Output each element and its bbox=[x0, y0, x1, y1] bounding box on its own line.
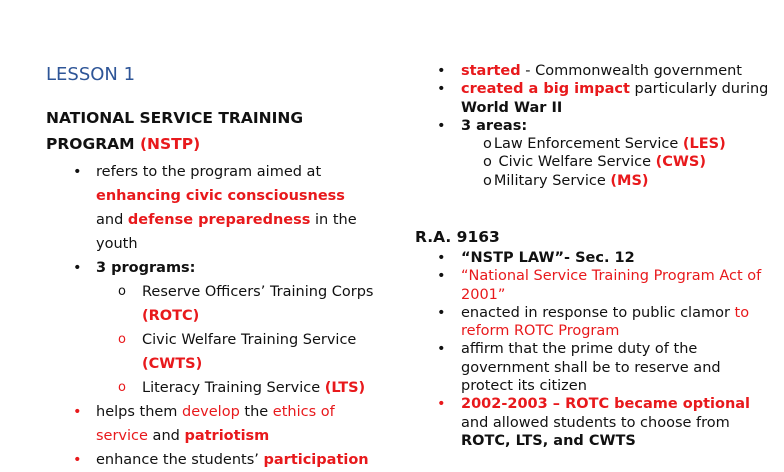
list-item: • 3 programs: o Reserve Officers’ Training Corps (ROTC) o Civic Welfare Training Service (CWTS) o Literacy Training Service (LTS) bbox=[46, 256, 376, 400]
list-item: • helps them develop the ethics of service and patriotism bbox=[46, 400, 376, 448]
bullet-icon: • bbox=[437, 396, 446, 413]
bullet-icon: • bbox=[437, 341, 446, 358]
list-item: o Reserve Officers’ Training Corps (ROTC) bbox=[46, 280, 376, 328]
bullet-icon: • bbox=[437, 81, 446, 98]
list-item: • enhance the students’ participation bbox=[46, 448, 376, 472]
ra-9163-heading: R.A. 9163 bbox=[415, 228, 500, 246]
bullet-icon: • bbox=[437, 268, 446, 285]
list-item: • affirm that the prime duty of the government shall be to reserve and protect its citizen bbox=[437, 341, 721, 395]
list-item: • started - Commonwealth government bbox=[437, 63, 742, 79]
list-item: o Law Enforcement Service (LES) bbox=[483, 136, 726, 153]
bullet-icon: • bbox=[73, 260, 82, 276]
list-item: o Civic Welfare Service (CWS) bbox=[483, 154, 706, 171]
circle-bullet-icon: o bbox=[118, 332, 126, 347]
list-item: o Civic Welfare Training Service (CWTS) bbox=[46, 328, 376, 376]
list-item: • 2002-2003 – ROTC became optional and allowed students to choose from ROTC, LTS, and CWTS bbox=[437, 396, 751, 449]
bullet-icon: • bbox=[437, 304, 446, 321]
bullet-icon: • bbox=[73, 164, 82, 180]
list-item: • created a big impact particularly during World War II bbox=[437, 81, 769, 116]
history-bullet-list bbox=[415, 62, 775, 190]
list-item: • “National Service Training Program Act of 2001” bbox=[437, 268, 762, 303]
ra-bullet-list bbox=[415, 249, 775, 450]
list-item: • enacted in response to public clamor to reform ROTC Program bbox=[437, 304, 750, 340]
circle-bullet-icon: o bbox=[483, 172, 492, 189]
circle-bullet-icon: o bbox=[118, 284, 126, 299]
nstp-bullet-list bbox=[46, 160, 376, 472]
list-item: • 3 areas: o Law Enforcement Service (LES) o Civic Welfare Service (CWS) o Military Service (MS) bbox=[415, 117, 775, 190]
programs-sublist bbox=[46, 280, 376, 400]
nstp-heading-line1: NATIONAL SERVICE TRAINING bbox=[46, 109, 304, 127]
circle-bullet-icon: o bbox=[118, 380, 126, 395]
list-item: o Literacy Training Service (LTS) bbox=[46, 376, 376, 400]
list-item: • “NSTP LAW”- Sec. 12 bbox=[437, 250, 635, 266]
bullet-icon: • bbox=[437, 63, 446, 79]
circle-bullet-icon: o bbox=[483, 154, 492, 171]
bullet-icon: • bbox=[437, 117, 446, 134]
bullet-icon: • bbox=[73, 404, 82, 420]
list-item: o Military Service (MS) bbox=[483, 172, 649, 189]
areas-sublist bbox=[415, 135, 775, 190]
list-item: • refers to the program aimed at enhancing civic consciousness and defense preparedness in the youth bbox=[46, 160, 376, 256]
circle-bullet-icon: o bbox=[483, 136, 492, 153]
bullet-icon: • bbox=[437, 250, 446, 266]
bullet-icon: • bbox=[73, 452, 82, 468]
lesson-title: LESSON 1 bbox=[46, 64, 136, 85]
nstp-heading-line2: PROGRAM (NSTP) bbox=[46, 135, 201, 153]
